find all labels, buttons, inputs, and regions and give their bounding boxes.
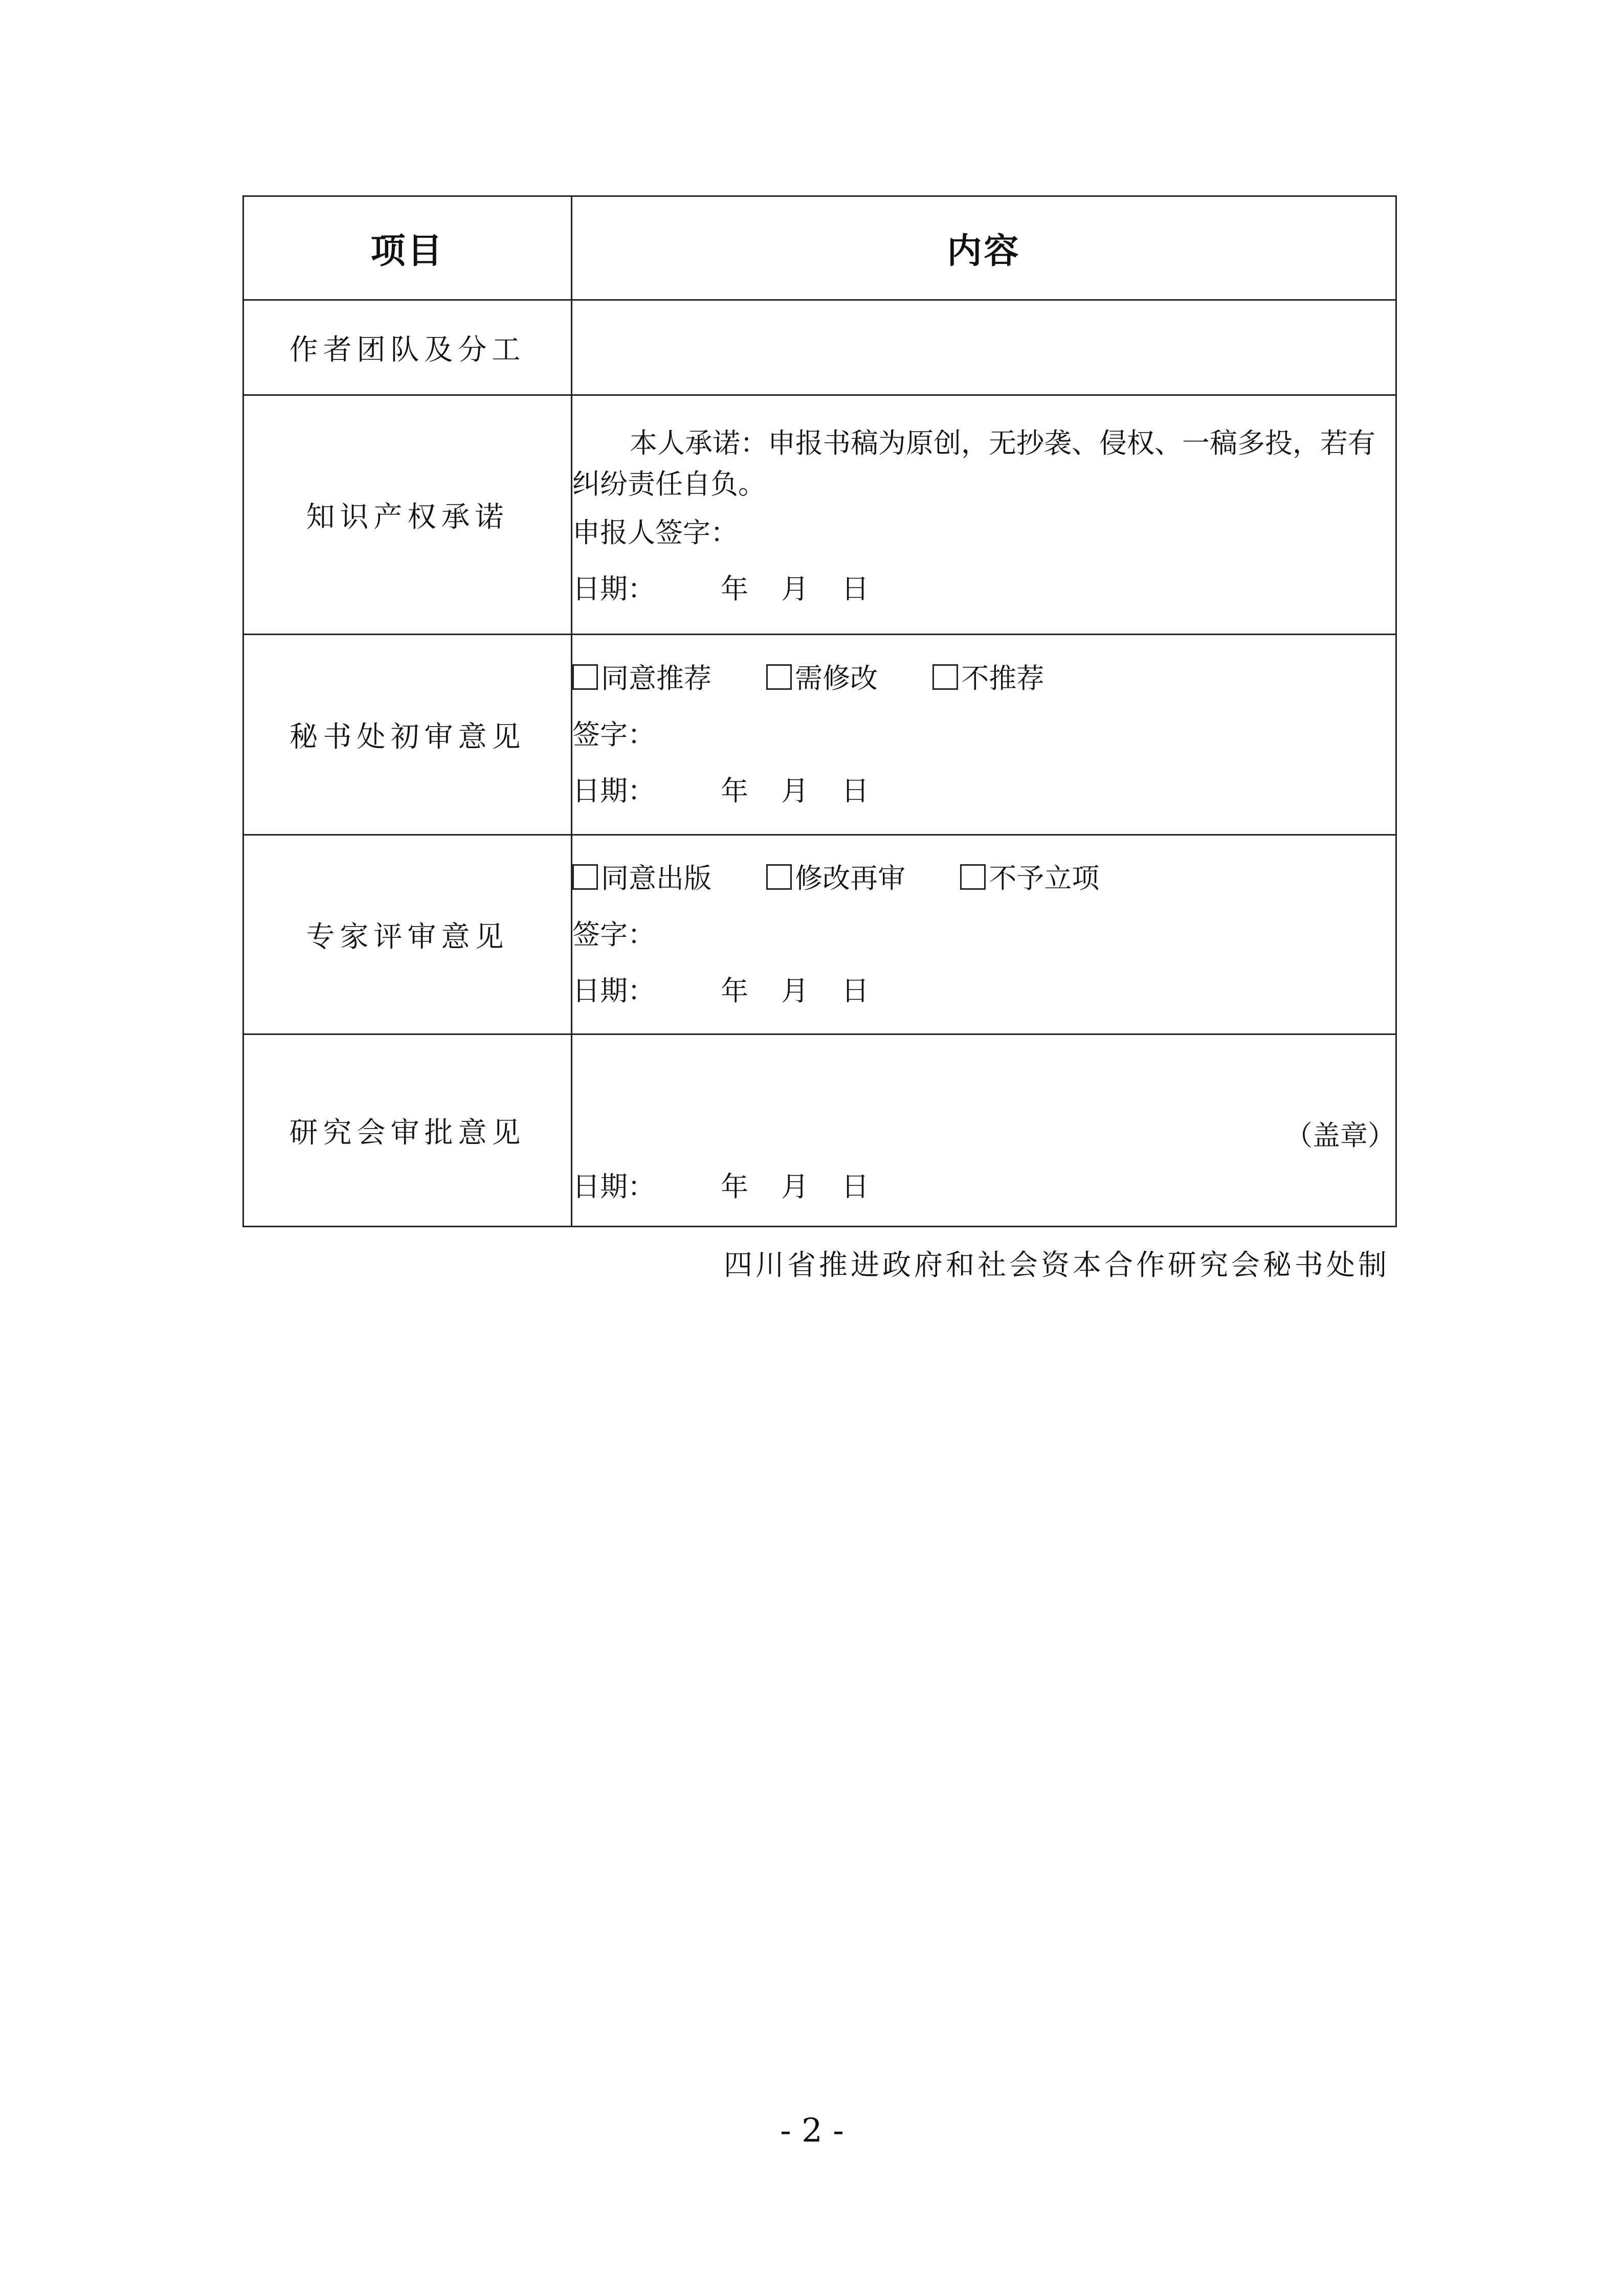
association-approval-content — [572, 1034, 1396, 1227]
expert-signature-field[interactable] — [572, 907, 1395, 963]
ip-pledge-row — [243, 395, 1396, 635]
header-content: 内容 — [572, 196, 1396, 300]
day-unit: 日 — [841, 1170, 869, 1203]
page-number: - 2 - — [780, 2112, 844, 2150]
option-agree-publish[interactable]: 同意出版 — [572, 862, 711, 894]
option-reject[interactable]: 不予立项 — [960, 862, 1099, 894]
ip-pledge-content — [572, 395, 1396, 635]
month-unit: 月 — [781, 572, 809, 605]
option-not-recommend[interactable]: 不推荐 — [932, 662, 1044, 694]
signature-label: 签字： — [572, 718, 655, 751]
signature-label: 签字： — [572, 918, 655, 951]
expert-review-label: 专家评审意见 — [243, 835, 572, 1034]
header-item: 项目 — [243, 196, 572, 300]
issuer-note: 四川省推进政府和社会资本合作研究会秘书处制 — [724, 1249, 1390, 1282]
ip-date-field[interactable] — [572, 561, 1395, 617]
secretariat-review-content — [572, 635, 1396, 835]
ip-pledge-label: 知识产权承诺 — [243, 395, 572, 635]
application-form-table — [242, 195, 1397, 1227]
day-unit: 日 — [841, 974, 869, 1007]
date-label: 日期： — [572, 974, 655, 1007]
secretariat-review-row — [243, 635, 1396, 835]
option-needs-revision[interactable]: 需修改 — [766, 662, 878, 694]
author-team-row — [243, 300, 1396, 395]
expert-options — [572, 850, 1395, 907]
seal-placeholder: （盖章） — [1285, 1119, 1395, 1152]
option-revise-rereview[interactable]: 修改再审 — [766, 862, 905, 894]
author-team-label: 作者团队及分工 — [243, 300, 572, 395]
association-approval-row — [243, 1034, 1396, 1227]
month-unit: 月 — [781, 974, 809, 1007]
author-team-field[interactable] — [572, 300, 1396, 395]
association-approval-label: 研究会审批意见 — [243, 1034, 572, 1227]
year-unit: 年 — [721, 572, 748, 605]
date-label: 日期： — [572, 572, 655, 605]
month-unit: 月 — [781, 774, 809, 807]
secretariat-signature-field[interactable] — [572, 707, 1395, 763]
year-unit: 年 — [721, 974, 748, 1007]
expert-date-field[interactable] — [572, 963, 1395, 1019]
year-unit: 年 — [721, 774, 748, 807]
expert-review-row — [243, 835, 1396, 1034]
ip-pledge-text: 本人承诺：申报书稿为原创，无抄袭、侵权、一稿多投，若有纠纷责任自负。 — [572, 426, 1375, 500]
checkbox-icon[interactable] — [572, 864, 598, 890]
secretariat-date-field[interactable] — [572, 763, 1395, 819]
applicant-signature-label: 申报人签字： — [572, 516, 738, 549]
checkbox-icon[interactable] — [766, 664, 792, 690]
checkbox-icon[interactable] — [960, 864, 986, 890]
option-agree-recommend[interactable]: 同意推荐 — [572, 662, 711, 694]
table-header-row — [243, 196, 1396, 300]
day-unit: 日 — [841, 572, 869, 605]
checkbox-icon[interactable] — [766, 864, 792, 890]
applicant-signature-field[interactable] — [572, 505, 1395, 561]
date-label: 日期： — [572, 774, 655, 807]
day-unit: 日 — [841, 774, 869, 807]
year-unit: 年 — [721, 1170, 748, 1203]
secretariat-review-label: 秘书处初审意见 — [243, 635, 572, 835]
secretariat-options — [572, 650, 1395, 707]
checkbox-icon[interactable] — [932, 664, 958, 690]
checkbox-icon[interactable] — [572, 664, 598, 690]
association-date-field[interactable] — [572, 1159, 1395, 1215]
date-label: 日期： — [572, 1170, 655, 1203]
month-unit: 月 — [781, 1170, 809, 1203]
expert-review-content — [572, 835, 1396, 1034]
